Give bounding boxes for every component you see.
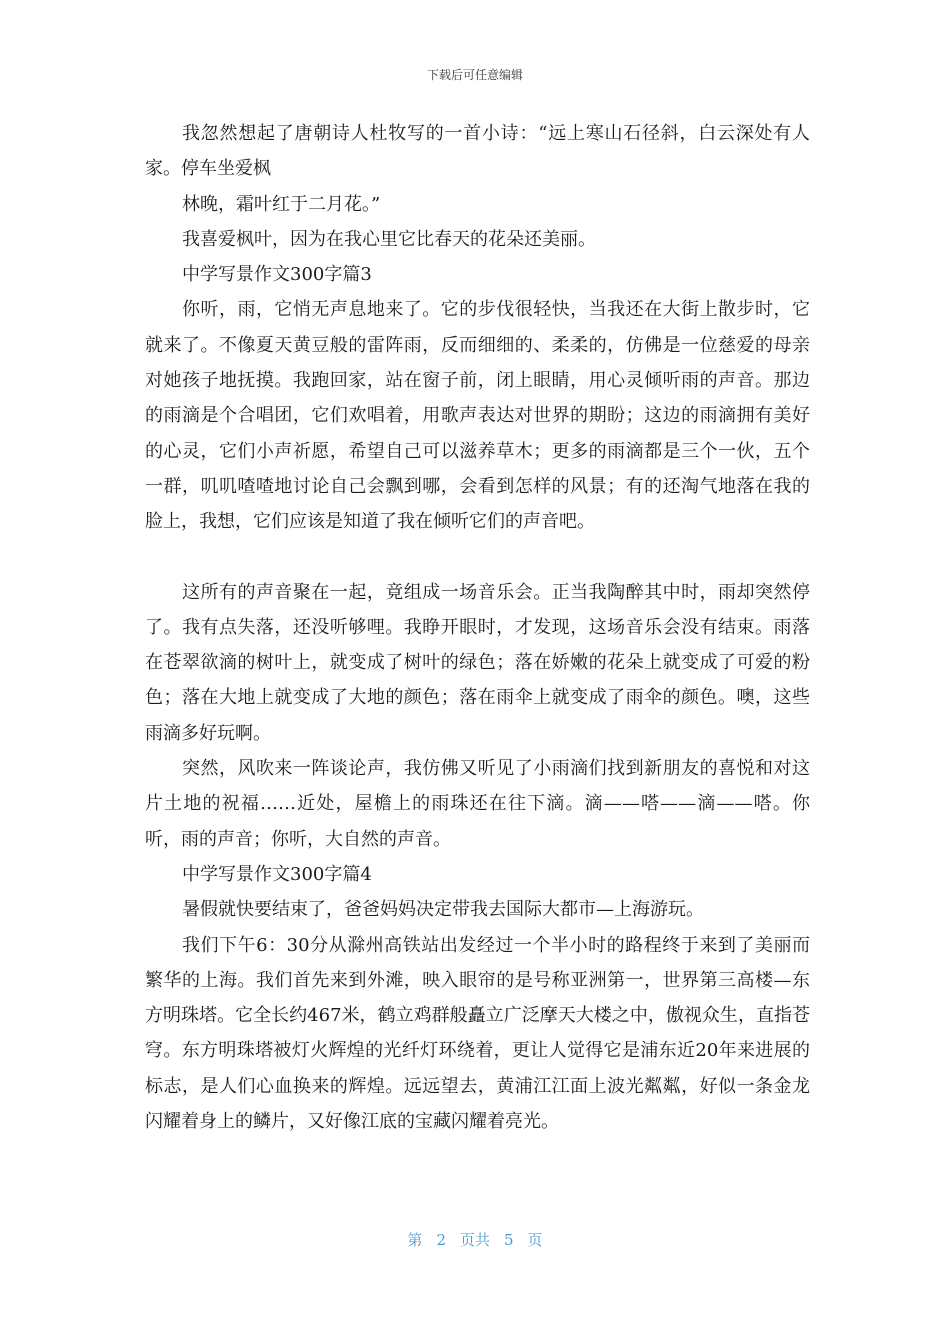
- paragraph-shanghai: 我们下午6：30分从滁州高铁站出发经过一个半小时的路程终于来到了美丽而繁华的上海。我们首先来到外滩，映入眼帘的是号称亚洲第一，世界第三高楼—东方明珠塔。它全长约467米，鹤立鸡群般矗立广泛摩天大楼之中，傲视众生，直指苍穹。东方明珠塔被灯火辉煌的光纤灯环绕着，更让人觉得它是浦东近20年来进展的标志，是人们心血换来的辉煌。远远望去，黄浦江江面上波光粼粼，好似一条金龙闪耀着身上的鳞片，又好像江底的宝藏闪耀着亮光。: [145, 934, 810, 1133]
- page-footer: [0, 1229, 950, 1250]
- section-heading-3: 中学写景作文300字篇3: [182, 264, 372, 286]
- footer-label-end: 页: [527, 1231, 543, 1249]
- paragraph-maple-leaves: 我喜爱枫叶，因为在我心里它比春天的花朵还美丽。: [182, 228, 596, 250]
- footer-label-of: 页共: [459, 1231, 490, 1249]
- footer-total-pages: 5: [504, 1231, 514, 1249]
- footer-label-page: 第: [407, 1231, 423, 1249]
- paragraph-poem-line-1: 我忽然想起了唐朝诗人杜牧写的一首小诗：“远上寒山石径斜，白云深处有人家。停车坐爱枫: [145, 123, 810, 180]
- paragraph-summer-trip: 暑假就快要结束了，爸爸妈妈决定带我去国际大都市—上海游玩。: [182, 899, 704, 921]
- footer-current-page: 2: [436, 1231, 446, 1249]
- section-heading-4: 中学写景作文300字篇4: [182, 863, 372, 885]
- paragraph-poem-line-2: 林晚，霜叶红于二月花。”: [182, 193, 381, 215]
- paragraph-rain-arrives: 你听，雨，它悄无声息地来了。它的步伐很轻快，当我还在大街上散步时，它就来了。不像夏天黄豆般的雷阵雨，反而细细的、柔柔的，仿佛是一位慈爱的母亲对她孩子地抚摸。我跑回家，站在窗子前，闭上眼睛，用心灵倾听雨的声音。那边的雨滴是个合唱团，它们欢唱着，用歌声表达对世界的期盼；这边的雨滴拥有美好的心灵，它们小声祈愿，希望自己可以滋养草木；更多的雨滴都是三个一伙，五个一群，叽叽喳喳地讨论自己会飘到哪，会看到怎样的风景；有的还淘气地落在我的脸上，我想，它们应该是知道了我在倾听它们的声音吧。: [145, 299, 810, 533]
- document-body: [145, 116, 810, 1139]
- paragraph-rain-concert: 这所有的声音聚在一起，竟组成一场音乐会。正当我陶醉其中时，雨却突然停了。我有点失落，还没听够哩。我睁开眼时，才发现，这场音乐会没有结束。雨落在苍翠欲滴的树叶上，就变成了树叶的绿色；落在娇嫩的花朵上就变成了可爱的粉色；落在大地上就变成了大地的颜色；落在雨伞上就变成了雨伞的颜色。噢，这些雨滴多好玩啊。: [145, 581, 810, 744]
- paragraph-wind-talk: 突然，风吹来一阵谈论声，我仿佛又听见了小雨滴们找到新朋友的喜悦和对这片土地的祝福……近处，屋檐上的雨珠还在往下滴。滴——嗒——滴——嗒。你听，雨的声音；你听，大自然的声音。: [145, 758, 810, 850]
- page-header: 下载后可任意编辑: [426, 68, 523, 82]
